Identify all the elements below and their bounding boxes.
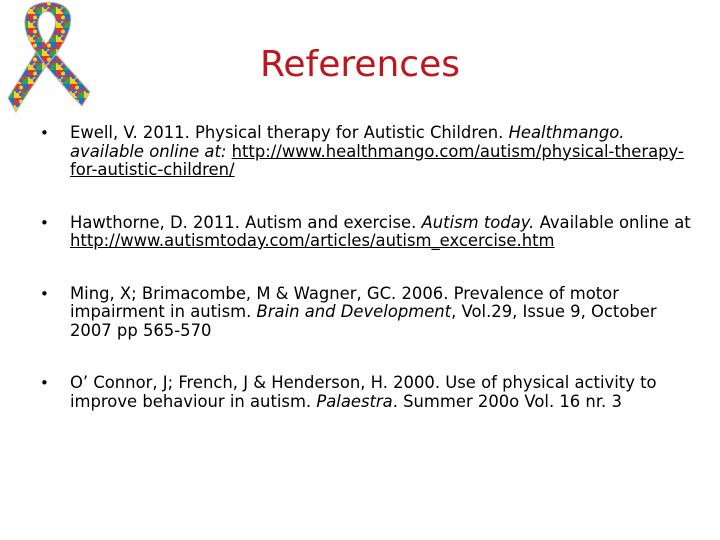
- reference-list: [40, 124, 700, 445]
- reference-source: Palaestra: [316, 391, 393, 411]
- reference-source: Healthmango. available online at:: [70, 123, 625, 161]
- reference-link[interactable]: http://www.autismtoday.com/articles/autism_excercise.htm: [70, 231, 555, 250]
- reference-text: . Summer 200o Vol. 16 nr. 3: [392, 391, 622, 411]
- bullet-icon: •: [40, 284, 49, 303]
- bullet-icon: •: [40, 124, 49, 142]
- reference-text: , Vol.29, Issue 9, October 2007 pp 565-570: [70, 302, 657, 340]
- bullet-icon: •: [40, 374, 49, 392]
- reference-link[interactable]: http://www.healthmango.com/autism/physical-therapy-for-autistic-children/: [70, 141, 684, 179]
- reference-text: Hawthorne, D. 2011. Autism and exercise.: [70, 212, 422, 232]
- reference-text: Ewell, V. 2011. Physical therapy for Autistic Children.: [70, 123, 509, 142]
- reference-item: [40, 374, 700, 411]
- reference-item: [40, 285, 700, 341]
- reference-text: Available online at: [534, 212, 691, 232]
- reference-text: O’ Connor, J; French, J & Henderson, H. 2000. Use of physical activity to improve behaviour in autism.: [70, 373, 657, 411]
- bullet-icon: •: [40, 213, 49, 232]
- slide-title: References: [259, 44, 461, 85]
- reference-item: [40, 124, 700, 180]
- reference-item: [40, 214, 700, 251]
- reference-text: Ming, X; Brimacombe, M & Wagner, GC. 2006. Prevalence of motor impairment in autism.: [70, 283, 619, 321]
- reference-source: Brain and Development: [256, 302, 452, 321]
- reference-source: Autism today.: [421, 212, 535, 232]
